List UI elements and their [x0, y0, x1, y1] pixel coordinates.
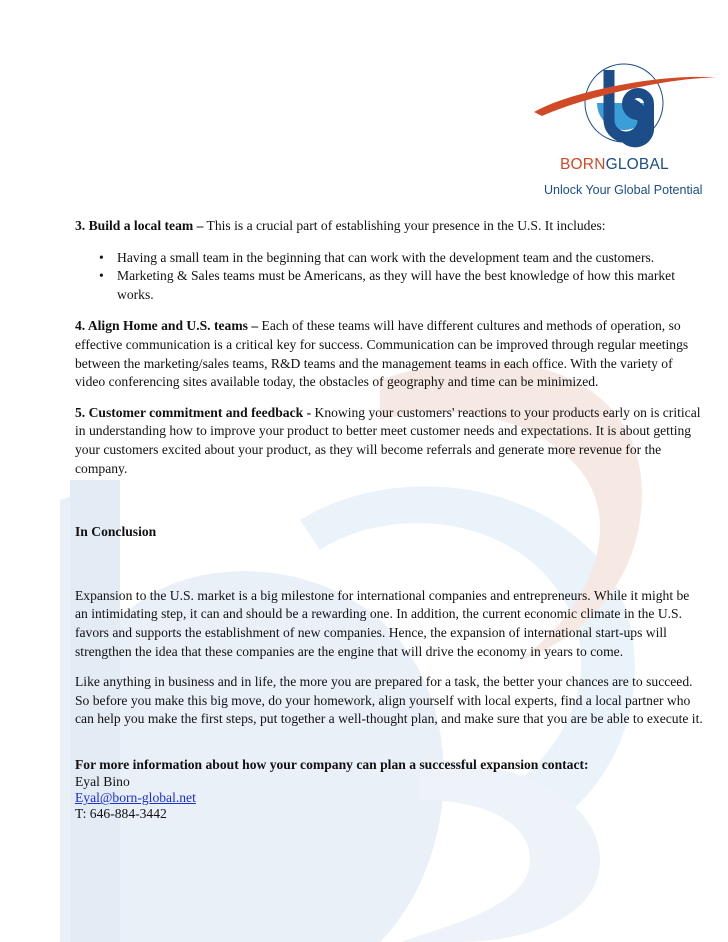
contact-name: Eyal Bino — [75, 774, 130, 790]
section-5-heading: 5. Customer commitment and feedback - — [75, 404, 312, 420]
list-item: • Marketing & Sales teams must be Americans, as they will have the best knowledge of how this market works. — [117, 267, 705, 304]
contact-email-link[interactable]: Eyal@born-global.net — [75, 790, 196, 806]
section-3-heading: 3. Build a local team – — [75, 218, 204, 233]
contact-heading — [75, 756, 705, 775]
list-item: • Having a small team in the beginning that can work with the development team and the customers. — [117, 249, 705, 268]
conclusion-heading — [75, 523, 705, 542]
contact-email-line — [75, 790, 705, 806]
document-body — [75, 217, 705, 822]
brand-tagline: Unlock Your Global Potential — [544, 183, 703, 197]
brand-born-text: BORN — [560, 156, 606, 173]
conclusion-heading-text: In Conclusion — [75, 524, 157, 540]
section-4-text: Each of these teams will have different cultures and methods of operation, so effective communication is a critical key for success. Communication can be improved through regular meetings between the marketing/sales teams, R&D teams and the management teams in each office. With the variety of video conferencing sites available today, the obstacles of geography and time can be minimized. — [75, 318, 689, 390]
brand-wordmark — [560, 156, 669, 174]
conclusion-paragraph-1: Expansion to the U.S. market is a big milestone for international companies and entrepreneurs. While it might be an intimidating step, it can and should be a rewarding one. In addition, the current economic climate in the U.S. favors and supports the establishment of new companies. Hence, the expansion of international start-ups will strengthen the idea that these companies are the engine that will drive the economy in years to come. — [75, 587, 690, 659]
section-4-paragraph — [75, 317, 705, 391]
section-3-bullet-list — [75, 249, 705, 305]
section-3-text: This is a crucial part of establishing your presence in the U.S. It includes: — [203, 218, 606, 233]
section-4-heading: 4. Align Home and U.S. teams – — [75, 318, 259, 334]
brand-global-text: GLOBAL — [605, 156, 669, 173]
section-3-paragraph — [75, 217, 705, 236]
born-global-logo — [532, 60, 717, 210]
section-5-paragraph — [75, 404, 705, 478]
section-5-text: Knowing your customers' reactions to your products early on is critical in understanding how to improve your product to better meet customer needs and expectations. It is about getting your customers excited about your product, as they will become referrals and generate more revenue for the company. — [75, 404, 701, 476]
contact-heading-text: For more information about how your company can plan a successful expansion contact: — [75, 756, 589, 772]
conclusion-paragraph-2: Like anything in business and in life, the more you are prepared for a task, the better your chances are to succeed. So before you make this big move, do your homework, align yourself with local experts, find a local partner who can help you make the first steps, put together a well-thought plan, and make sure that you are be able to execute it. — [75, 674, 703, 727]
bg-monogram-icon — [532, 60, 717, 160]
contact-phone: T: 646-884-3442 — [75, 806, 167, 822]
